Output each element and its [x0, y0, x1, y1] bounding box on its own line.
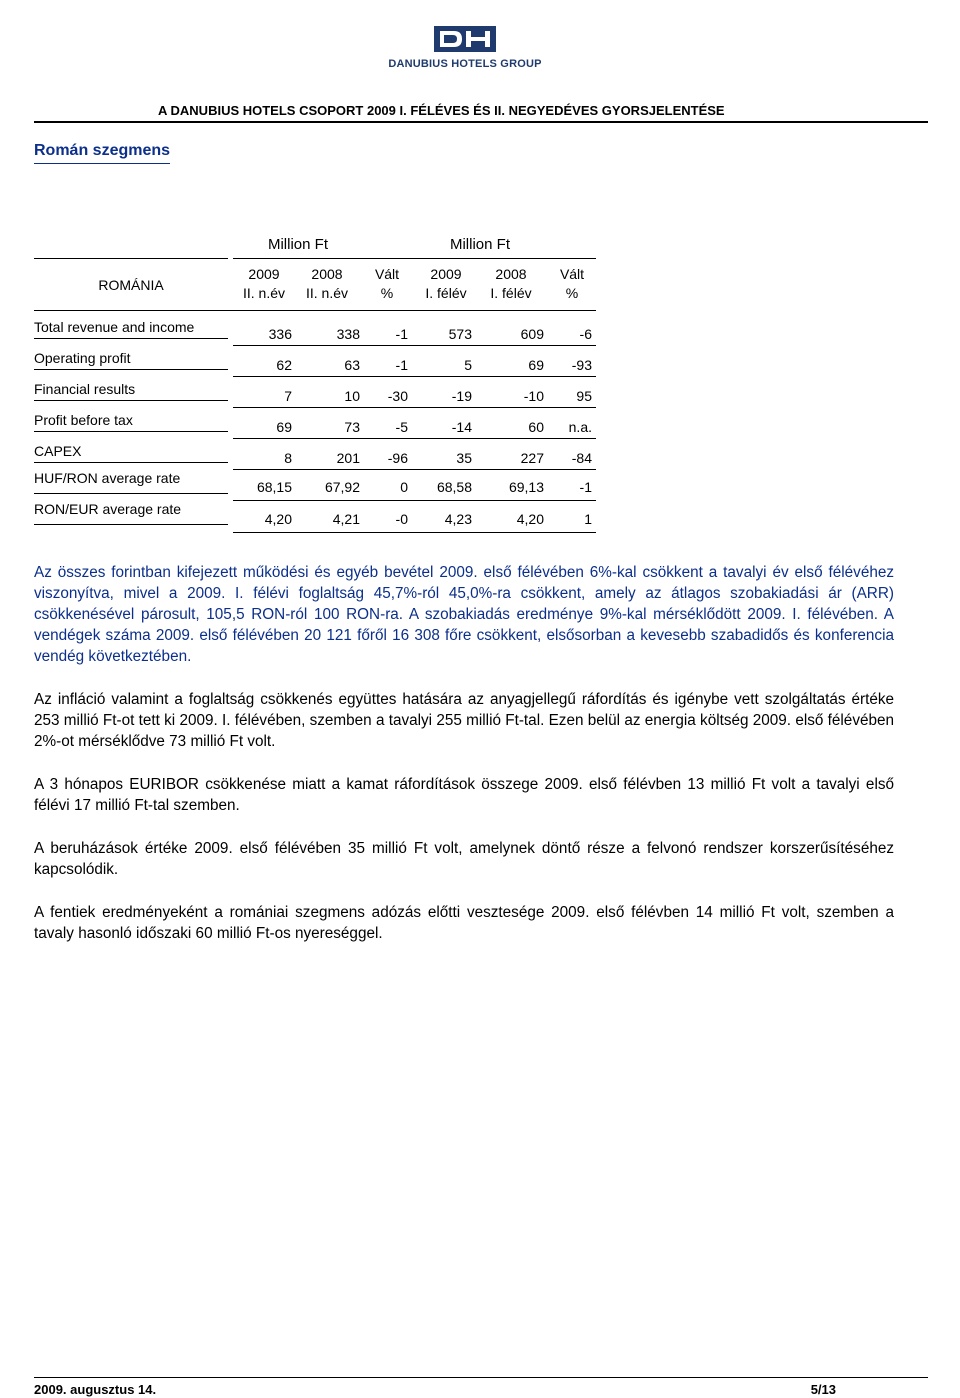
col-header-4-line1: 2009 [430, 266, 462, 282]
row-label-operating-profit: Operating profit [34, 350, 131, 366]
row-label-ron-eur-rate: RON/EUR average rate [34, 501, 182, 517]
row-rule [233, 500, 596, 501]
cell: 35 [456, 450, 472, 466]
cell: 573 [448, 326, 472, 342]
cell: 62 [276, 357, 292, 373]
cell: 69 [528, 357, 544, 373]
paragraph-costs: Az infláció valamint a foglaltság csökkenés együttes hatására az anyagjellegű ráfordítás és igénybe vett szolgáltatás értéke 253 millió Ft-ot tett ki 2009. I. félévében, szemben a tavalyi 255 millió Ft-tal. Ezen belül az energia költség 2009. első félévében 2%-ot mérséklődve 73 millió Ft volt. [34, 691, 894, 750]
group-header-halfyear: Million Ft [449, 236, 510, 253]
row-rule [233, 407, 596, 408]
cell: 609 [520, 326, 544, 342]
cell: 4,20 [516, 511, 544, 527]
col-header-1 [234, 265, 294, 303]
row-rule [34, 431, 228, 432]
cell: -1 [579, 479, 592, 495]
cell: -30 [387, 388, 408, 404]
col-header-6-line1: Vált [559, 266, 585, 282]
col-header-5-line1: 2008 [495, 266, 527, 282]
cell: 5 [464, 357, 472, 373]
row-label-capex: CAPEX [34, 443, 82, 459]
cell: 69 [276, 419, 292, 435]
cell: 69,13 [508, 479, 544, 495]
footer-rule [34, 1377, 928, 1378]
section-title: Román szegmens [34, 142, 170, 164]
row-rule [233, 345, 596, 346]
cell: 338 [336, 326, 360, 342]
header-rule-right [233, 258, 596, 259]
cell: 95 [576, 388, 592, 404]
brand-name: DANUBIUS HOTELS GROUP [388, 58, 542, 70]
paragraph-result: A fentiek eredményeként a romániai szegmens adózás előtti vesztesége 2009. első félévben 14 millió Ft volt, szemben a tavaly hasonló időszaki 60 millió Ft-os nyereséggel. [34, 904, 894, 942]
row-rule [34, 493, 228, 494]
cell: 8 [284, 450, 292, 466]
cell: 68,15 [256, 479, 292, 495]
cell: -5 [395, 419, 408, 435]
col-header-5 [480, 265, 542, 303]
cell: -1 [395, 326, 408, 342]
cell: 4,20 [264, 511, 292, 527]
corner-label: ROMÁNIA [98, 277, 164, 293]
col-header-3-line1: Vált [374, 266, 400, 282]
header-rule-left [34, 258, 228, 259]
paragraph-capex: A beruházások értéke 2009. első félévében 35 millió Ft volt, amelynek döntő része a felvonó rendszer korszerűsítéséhez kapcsolódik. [34, 840, 894, 878]
cell: -10 [523, 388, 544, 404]
col-header-3-line2: % [380, 285, 394, 301]
col-header-6 [548, 265, 596, 303]
col-header-2-line1: 2008 [311, 266, 343, 282]
header-rule [34, 121, 928, 123]
paragraph-interest: A 3 hónapos EURIBOR csökkenése miatt a kamat ráfordítások összege 2009. első félévben 13 millió Ft volt a tavalyi első félévi 17 millió Ft-tal szemben. [34, 776, 894, 814]
col-header-4 [416, 265, 476, 303]
cell: -6 [579, 326, 592, 342]
row-label-huf-ron-rate: HUF/RON average rate [34, 470, 181, 486]
cell: n.a. [568, 419, 592, 435]
paragraph-revenue: Az összes forintban kifejezett működési és egyéb bevétel 2009. első félévében 6%-kal csökkent a tavalyi év első félévéhez viszonyítva, mivel a 2009. I. félévi foglaltság 45,7%-ról 45,0%-ra csökkent, amely az átlagos szobakiadási ár (ARR) csökkenésével párosult, 105,5 RON-ról 100 RON-ra. A szobakiadás eredménye 9%-kal mérséklődött 2009. I. félévében. A vendégek száma 2009. első félévében 20 121 főről 16 308 főre csökkent, elsősorban a kevesebb szabadidős és konferencia vendég következtében. [34, 564, 894, 665]
row-label-total-revenue: Total revenue and income [34, 319, 195, 335]
cell: -84 [571, 450, 592, 466]
row-rule [34, 369, 228, 370]
row-rule [233, 469, 596, 470]
cell: -19 [451, 388, 472, 404]
cell: 60 [528, 419, 544, 435]
cell: 67,92 [324, 479, 360, 495]
row-label-financial-results: Financial results [34, 381, 136, 397]
page-number: 5/13 [810, 1382, 836, 1397]
cell: 1 [584, 511, 592, 527]
col-header-1-line2: II. n.év [242, 285, 286, 301]
cell: -14 [451, 419, 472, 435]
cell: -0 [395, 511, 408, 527]
col-header-5-line2: I. félév [490, 285, 532, 301]
cell: 7 [284, 388, 292, 404]
row-label-profit-before-tax: Profit before tax [34, 412, 133, 428]
col-header-2-line2: II. n.év [305, 285, 349, 301]
cell: 4,23 [444, 511, 472, 527]
row-rule [34, 338, 228, 339]
col-header-1-line1: 2009 [248, 266, 280, 282]
row-rule [233, 376, 596, 377]
col-header-3 [364, 265, 410, 303]
cell: 0 [400, 479, 408, 495]
row-rule [34, 400, 228, 401]
report-title: A DANUBIUS HOTELS CSOPORT 2009 I. FÉLÉVES ÉS II. NEGYEDÉVES GYORSJELENTÉSE [158, 103, 725, 118]
footer-date: 2009. augusztus 14. [34, 1382, 157, 1397]
header-bottom-rule [34, 310, 596, 311]
cell: -96 [387, 450, 408, 466]
row-rule [34, 524, 228, 525]
cell: 68,58 [436, 479, 472, 495]
row-rule [233, 532, 596, 533]
cell: 201 [336, 450, 360, 466]
cell: 4,21 [332, 511, 360, 527]
cell: 227 [520, 450, 544, 466]
row-rule [34, 462, 228, 463]
row-rule [233, 438, 596, 439]
cell: -1 [395, 357, 408, 373]
group-header-quarter: Million Ft [267, 236, 328, 253]
col-header-4-line2: I. félév [425, 285, 467, 301]
col-header-6-line2: % [565, 285, 579, 301]
cell: 10 [344, 388, 360, 404]
cell: 63 [344, 357, 360, 373]
col-header-2 [296, 265, 358, 303]
cell: -93 [571, 357, 592, 373]
cell: 336 [268, 326, 292, 342]
cell: 73 [344, 419, 360, 435]
danubius-logo-icon [430, 22, 500, 56]
